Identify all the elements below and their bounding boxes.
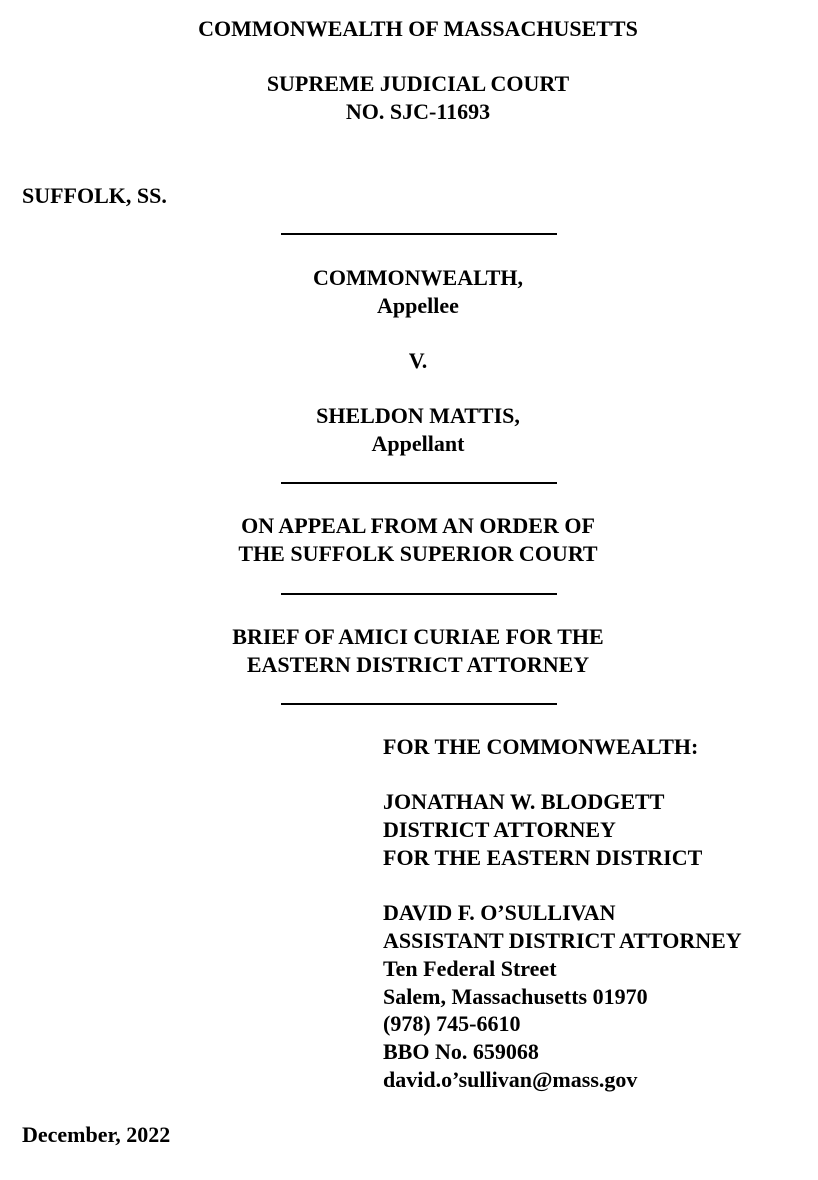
- divider-rule: [281, 703, 557, 705]
- docket-number: NO. SJC-11693: [345, 99, 491, 124]
- address-city: Salem, Massachusetts 01970: [383, 984, 648, 1009]
- court-name: SUPREME JUDICIAL COURT: [266, 71, 570, 96]
- district-attorney-name: JONATHAN W. BLODGETT: [383, 789, 665, 814]
- address-street: Ten Federal Street: [383, 956, 557, 981]
- appellee-role: Appellee: [377, 293, 459, 318]
- divider-rule: [281, 233, 557, 235]
- divider-rule: [281, 482, 557, 484]
- appeal-origin-line-2: THE SUFFOLK SUPERIOR COURT: [238, 541, 598, 566]
- district-attorney-district: FOR THE EASTERN DISTRICT: [383, 845, 703, 870]
- assistant-da-title: ASSISTANT DISTRICT ATTORNEY: [383, 928, 742, 953]
- divider-rule: [281, 593, 557, 595]
- appellant-role: Appellant: [371, 431, 465, 456]
- brief-title-line-2: EASTERN DISTRICT ATTORNEY: [246, 652, 590, 677]
- assistant-da-name: DAVID F. O’SULLIVAN: [383, 900, 616, 925]
- counsel-heading: FOR THE COMMONWEALTH:: [383, 734, 699, 759]
- brief-title-line-1: BRIEF OF AMICI CURIAE FOR THE: [232, 624, 604, 649]
- filing-date: December, 2022: [22, 1122, 171, 1147]
- phone-number: (978) 745-6610: [383, 1011, 521, 1036]
- appeal-origin-line-1: ON APPEAL FROM AN ORDER OF: [241, 513, 595, 538]
- jurisdiction-heading: COMMONWEALTH OF MASSACHUSETTS: [198, 16, 638, 41]
- appellant-name: SHELDON MATTIS,: [316, 403, 520, 428]
- district-attorney-title: DISTRICT ATTORNEY: [383, 817, 616, 842]
- email-address: david.o’sullivan@mass.gov: [383, 1067, 638, 1092]
- county-designation: SUFFOLK, SS.: [22, 183, 167, 208]
- appellee-name: COMMONWEALTH,: [312, 265, 524, 290]
- bbo-number: BBO No. 659068: [383, 1039, 539, 1064]
- versus-label: V.: [408, 348, 428, 373]
